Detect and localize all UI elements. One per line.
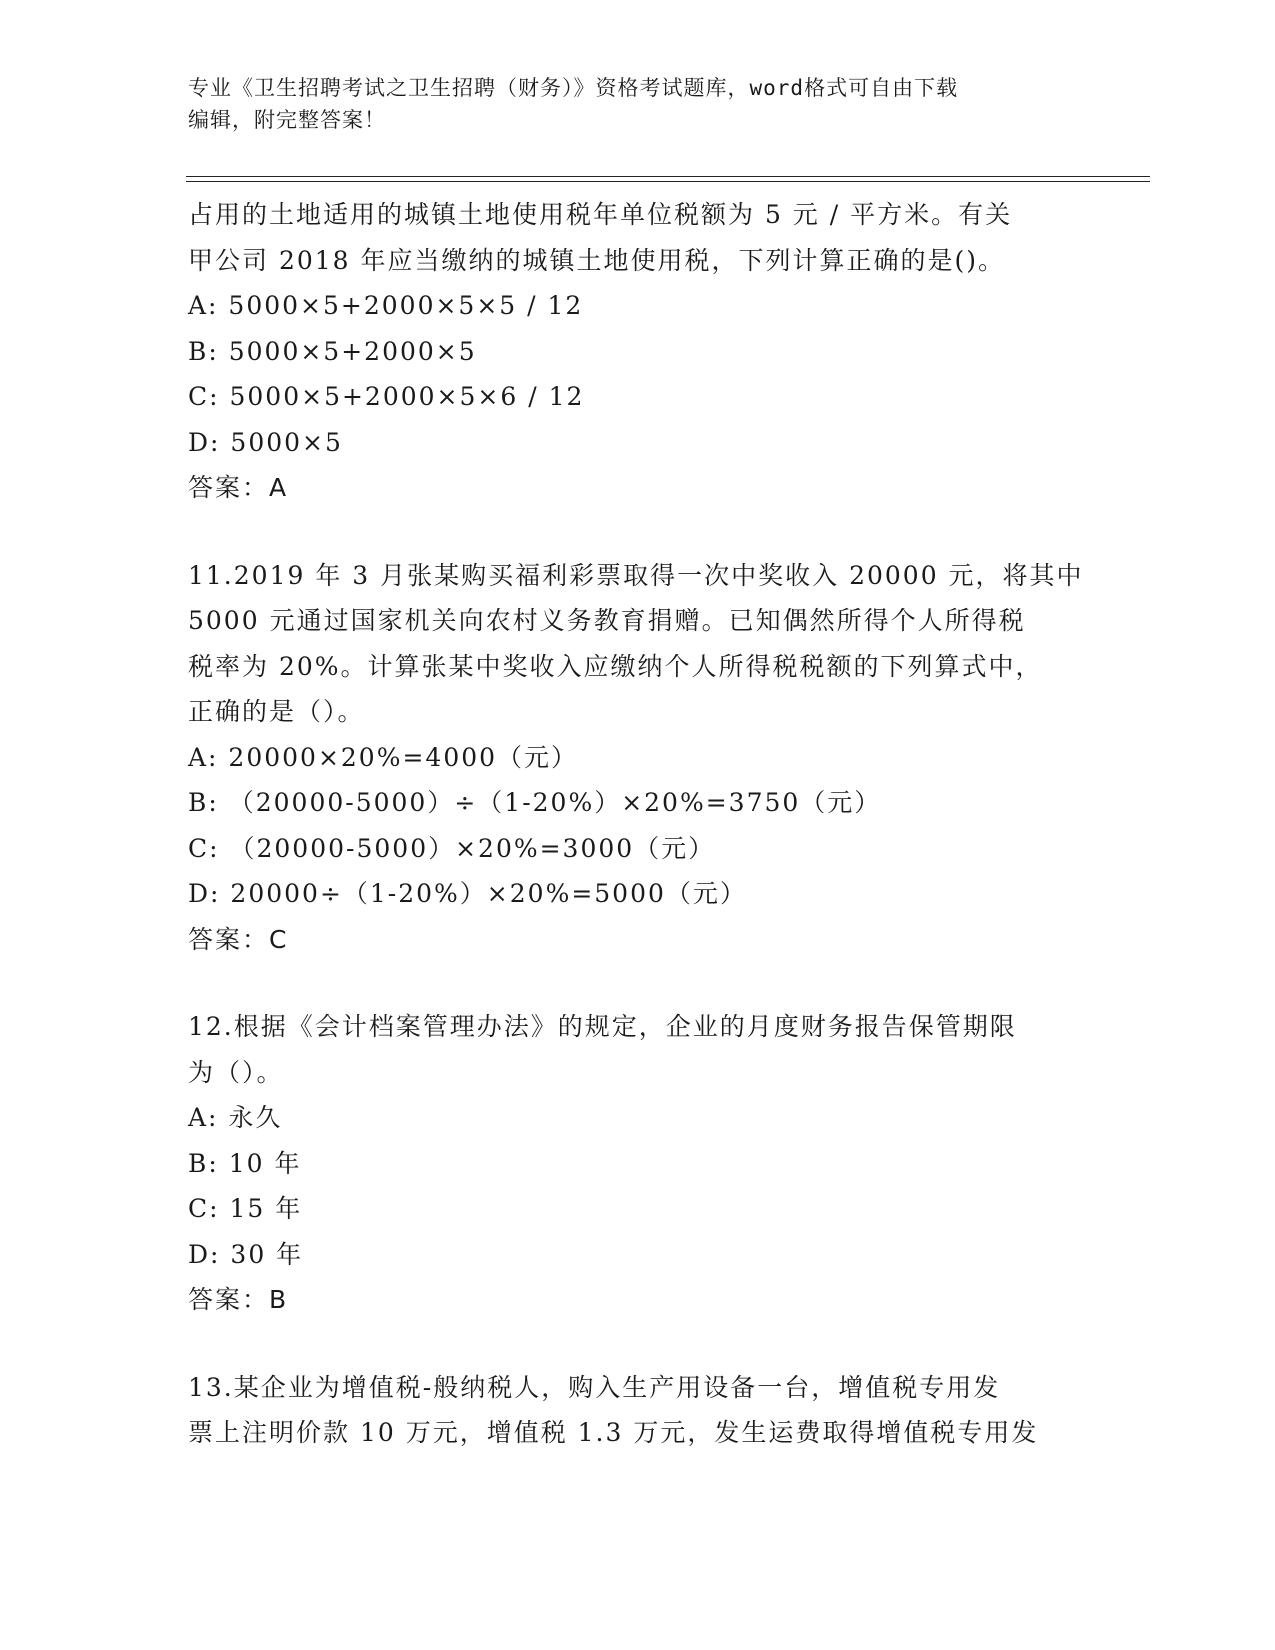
header-line-2: 编辑，附完整答案！ xyxy=(188,108,386,132)
option-c: C: 5000×5+2000×5×6 / 12 xyxy=(188,382,585,411)
option-d: D: 20000÷（1-20%）×20%=5000（元） xyxy=(188,879,747,908)
question-10 xyxy=(188,192,1088,511)
option-b: B: （20000-5000）÷（1-20%）×20%=3750（元） xyxy=(188,788,882,817)
question-stem-line: 为（）。 xyxy=(188,1057,284,1087)
answer-line: 答案：B xyxy=(188,1285,289,1314)
option-b: B: 5000×5+2000×5 xyxy=(188,336,477,366)
question-stem-line: 税率为 20%。计算张某中奖收入应缴纳个人所得税税额的下列算式中， xyxy=(188,651,1043,681)
spacer xyxy=(188,962,1088,1004)
option-a: A: 5000×5+2000×5×5 / 12 xyxy=(188,291,584,320)
question-stem-line: 13.某企业为增值税-般纳税人，购入生产用设备一台，增值税专用发 xyxy=(188,1372,1001,1402)
option-a: A: 20000×20%=4000（元） xyxy=(188,742,579,772)
question-list xyxy=(188,192,1088,1456)
answer-line: 答案：C xyxy=(188,924,289,954)
option-b: B: 10 年 xyxy=(188,1148,302,1178)
spacer xyxy=(188,1323,1088,1365)
question-stem-line: 12.根据《会计档案管理办法》的规定，企业的月度财务报告保管期限 xyxy=(188,1012,1017,1041)
spacer xyxy=(188,511,1088,553)
option-a: A: 永久 xyxy=(188,1103,283,1132)
question-stem-line: 甲公司 2018 年应当缴纳的城镇土地使用税，下列计算正确的是()。 xyxy=(188,245,1006,275)
option-c: C: （20000-5000）×20%=3000（元） xyxy=(188,833,716,863)
question-stem-line: 票上注明价款 10 万元，增值税 1.3 万元，发生运费取得增值税专用发 xyxy=(188,1418,1039,1447)
answer-line: 答案：A xyxy=(188,473,289,502)
question-stem-line: 占用的土地适用的城镇土地使用税年单位税额为 5 元 / 平方米。有关 xyxy=(188,200,1013,229)
question-13 xyxy=(188,1365,1088,1456)
document-header xyxy=(188,72,1088,136)
option-c: C: 15 年 xyxy=(188,1194,303,1223)
question-stem-line: 11.2019 年 3 月张某购买福利彩票取得一次中奖收入 20000 元，将其中 xyxy=(188,560,1084,590)
question-11 xyxy=(188,553,1088,963)
question-stem-line: 正确的是（）。 xyxy=(188,697,365,726)
header-double-rule xyxy=(186,176,1150,182)
option-d: D: 5000×5 xyxy=(188,427,343,457)
option-d: D: 30 年 xyxy=(188,1239,304,1269)
header-line-1: 专业《卫生招聘考试之卫生招聘（财务）》资格考试题库，word格式可自由下载 xyxy=(188,76,959,100)
question-stem-line: 5000 元通过国家机关向农村义务教育捐赠。已知偶然所得个人所得税 xyxy=(188,606,1026,635)
question-12 xyxy=(188,1004,1088,1323)
